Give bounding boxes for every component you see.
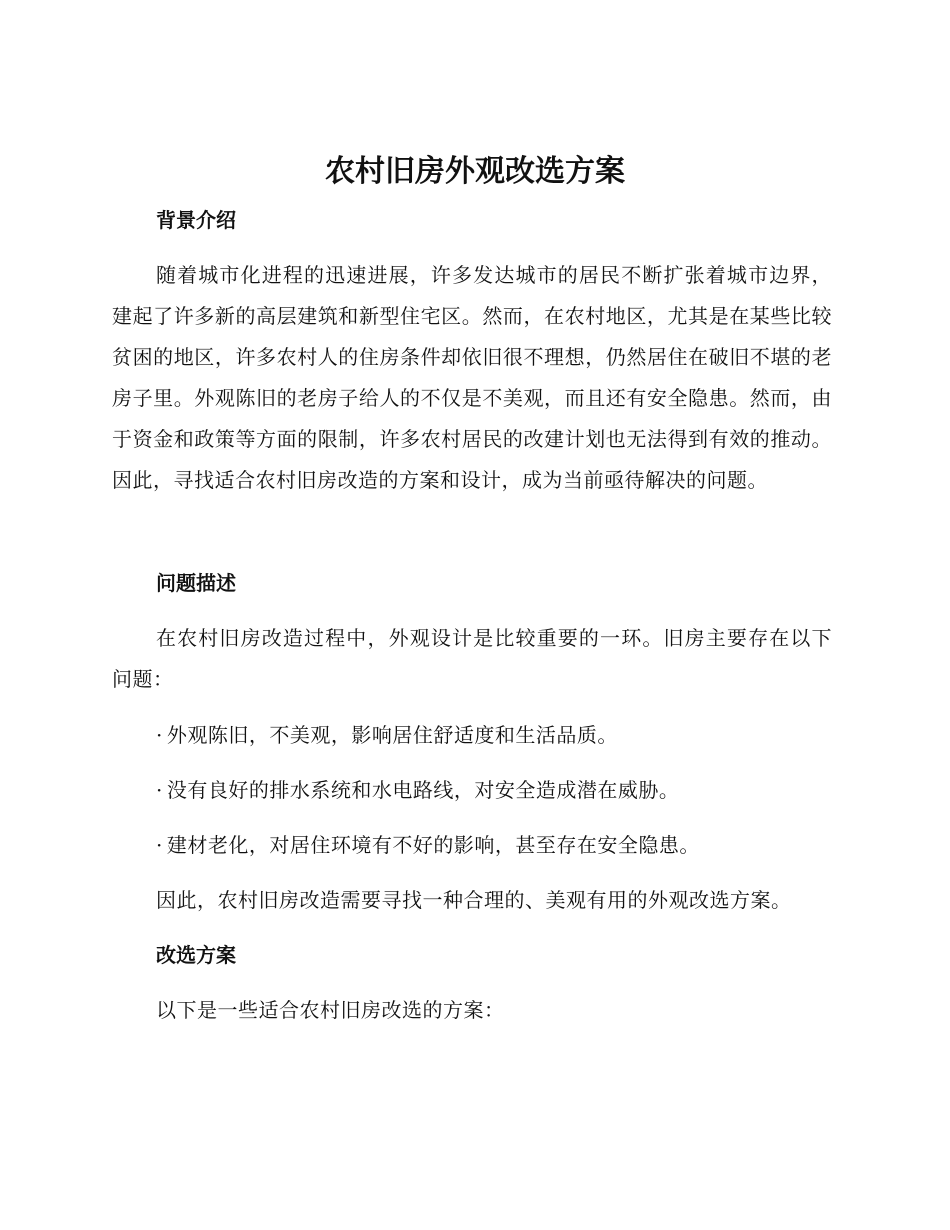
section-heading-problem: 问题描述: [156, 571, 236, 595]
bullet-dot: ·: [156, 833, 163, 857]
section-heading-plan: 改选方案: [156, 943, 236, 967]
list-item-text: 建材老化，对居住环境有不好的影响，甚至存在安全隐患。: [166, 833, 700, 857]
list-item-text: 没有良好的排水系统和水电路线，对安全造成潜在威胁。: [166, 778, 680, 802]
plan-intro: 以下是一些适合农村旧房改选的方案：: [156, 998, 505, 1022]
list-item: [156, 720, 618, 750]
document-title: 农村旧房外观改选方案: [325, 154, 625, 189]
problem-conclusion: 因此，农村旧房改造需要寻找一种合理的、美观有用的外观改选方案。: [156, 888, 792, 912]
problem-paragraph: 在农村旧房改造过程中，外观设计是比较重要的一环。旧房主要存在以下问题：: [112, 626, 832, 691]
list-item-text: 外观陈旧，不美观，影响居住舒适度和生活品质。: [166, 723, 618, 747]
bullet-dot: ·: [156, 723, 163, 747]
list-item: [156, 830, 700, 860]
section-heading-background: 背景介绍: [156, 208, 236, 232]
bullet-dot: ·: [156, 778, 163, 802]
list-item: [156, 775, 679, 805]
background-paragraph: 随着城市化进程的迅速进展，许多发达城市的居民不断扩张着城市边界，建起了许多新的高层建筑和新型住宅区。然而，在农村地区，尤其是在某些比较贫困的地区，许多农村人的住房条件却依旧很不理想，仍然居住在破旧不堪的老房子里。外观陈旧的老房子给人的不仅是不美观，而且还有安全隐患。然而，由于资金和政策等方面的限制，许多农村居民的改建计划也无法得到有效的推动。因此，寻找适合农村旧房改造的方案和设计，成为当前亟待解决的问题。: [112, 263, 832, 492]
